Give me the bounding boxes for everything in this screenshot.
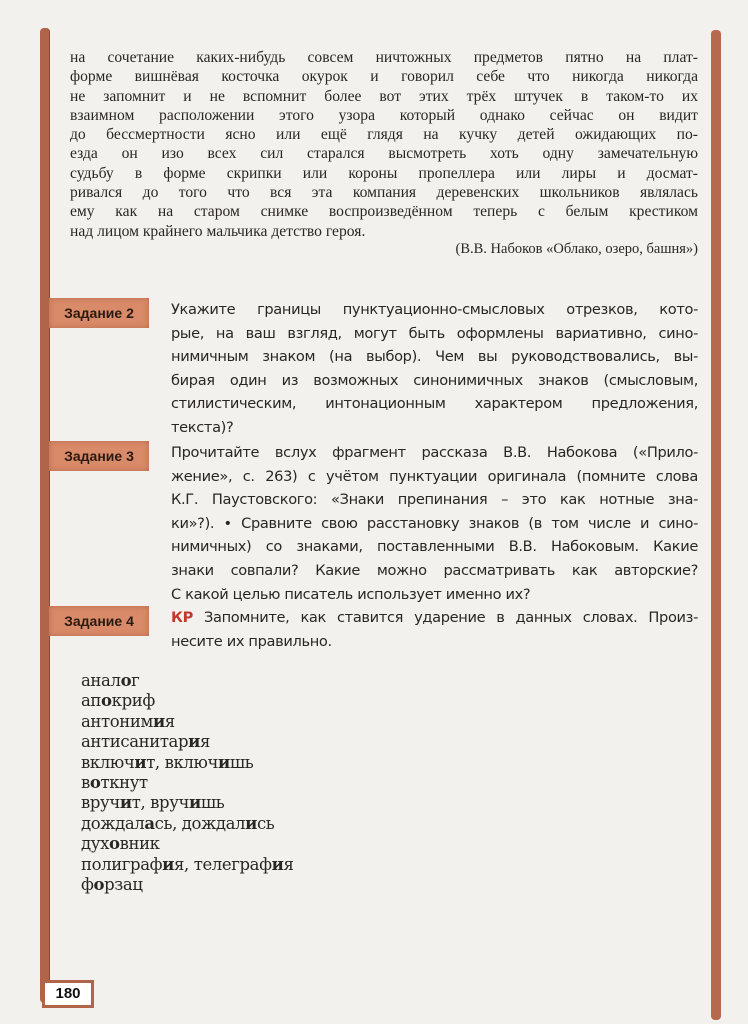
- line-text: судьбу в форме скрипки или короны пропеллера или лиры и досмат-: [70, 164, 698, 182]
- word-part: т, включ: [146, 752, 218, 772]
- stress-word: [81, 732, 293, 752]
- text-line: [171, 583, 698, 607]
- text-line: [171, 441, 698, 465]
- word-part: шь: [200, 793, 225, 813]
- line-text: на сочетание каких-нибудь совсем ничтожных предметов пятно на плат-: [70, 49, 698, 66]
- text-line: [171, 559, 698, 583]
- kr-badge: КР: [171, 609, 193, 626]
- line-text: жение», с. 263) с учётом пунктуации оригинала (помните слова: [171, 467, 698, 485]
- word-part: я, телеграф: [174, 854, 272, 874]
- stress-word: [81, 712, 293, 732]
- word-part: т, вруч: [131, 793, 190, 813]
- text-line: [171, 416, 698, 440]
- stressed-letter: и: [134, 752, 147, 772]
- stressed-letter: о: [101, 691, 112, 711]
- task-text: [171, 441, 698, 606]
- text-line: [171, 322, 698, 346]
- task-label: Задание 2: [49, 298, 149, 328]
- text-line: [171, 488, 698, 512]
- text-line: [171, 369, 698, 393]
- word-part: ап: [81, 691, 102, 711]
- stress-word: [81, 793, 293, 813]
- word-part: включ: [81, 752, 135, 772]
- page-frame-left: [40, 28, 49, 1003]
- text-line: [70, 87, 698, 106]
- word-part: я: [200, 732, 211, 752]
- word-part: криф: [111, 691, 155, 711]
- line-text: взаимном расположении этого узора который однако сейчас он видит: [70, 106, 698, 124]
- text-line: [171, 345, 698, 369]
- word-part: дух: [81, 834, 109, 854]
- line-text: ривался до того что вся эта компания деревенских школьников являлась: [70, 184, 698, 202]
- text-line: [171, 535, 698, 559]
- stress-word: [81, 691, 293, 711]
- word-part: антоним: [81, 711, 153, 731]
- line-text: до бессмертности ясно или ещё глядя на кучку детей ожидающих по-: [70, 126, 698, 144]
- stressed-letter: о: [89, 773, 101, 793]
- line-text: К.Г. Паустовского: «Знаки препинания – это как нотные зна-: [171, 491, 698, 509]
- stressed-letter: и: [189, 793, 201, 813]
- stress-word: [81, 834, 293, 854]
- line-text: текста)?: [171, 418, 234, 436]
- word-part: шь: [229, 752, 254, 772]
- text-line: [70, 164, 698, 183]
- line-text: ему как на старом снимке воспроизведённом теперь с белым крестиком: [70, 203, 698, 221]
- word-part: г: [131, 671, 140, 690]
- word-part: вник: [119, 834, 160, 854]
- stressed-letter: и: [119, 793, 132, 813]
- word-part: сь, дождал: [154, 813, 246, 833]
- line-text: ки»?). • Сравните свою расстановку знаков (в том числе и сино-: [171, 514, 698, 532]
- stressed-letter: а: [144, 813, 155, 833]
- text-line: [70, 202, 698, 221]
- stressed-letter: о: [108, 834, 120, 854]
- word-part: сь: [256, 813, 275, 833]
- word-part: ф: [81, 875, 94, 895]
- stress-word: [81, 855, 293, 875]
- line-text: над лицом крайнего мальчика детство героя.: [70, 222, 366, 240]
- word-part: антисанитар: [81, 732, 189, 752]
- line-text: рые, на ваш взгляд, могут быть оформлены вариативно, сино-: [171, 324, 698, 342]
- text-line: [171, 606, 698, 630]
- task-text: [171, 298, 698, 440]
- stress-word: [81, 773, 293, 793]
- stress-word: [81, 814, 293, 834]
- line-text: нимичным знаком (на выбор). Чем вы руководствовались, вы-: [171, 348, 698, 366]
- line-text: не запомнит и не вспомнит более вот этих трёх штучек в таком-то их: [70, 87, 698, 105]
- text-line: [70, 125, 698, 144]
- line-text: С какой целью писатель использует именно их?: [171, 585, 531, 603]
- stress-word-list: [81, 671, 293, 895]
- stressed-letter: о: [120, 671, 132, 690]
- line-text: несите их правильно.: [171, 632, 332, 650]
- line-text: Прочитайте вслух фрагмент рассказа В.В. Набокова («Прило-: [171, 444, 698, 461]
- text-line: [70, 48, 698, 67]
- page-frame-right: [711, 30, 721, 1020]
- nabokov-quote: [70, 48, 698, 259]
- text-line: [171, 512, 698, 536]
- word-part: я: [283, 854, 294, 874]
- text-line: [70, 183, 698, 202]
- line-text: Запомните, как ставится ударение в данных словах. Произ-: [203, 609, 699, 626]
- word-part: дождал: [81, 813, 145, 833]
- line-text: знаки совпали? Какие можно рассматривать как авторские?: [171, 561, 698, 579]
- word-part: я: [164, 711, 175, 731]
- stress-word: [81, 671, 293, 691]
- word-part: вруч: [81, 793, 120, 813]
- line-text: езда он изо всех сил старался высмотреть хоть одну замечательную: [70, 145, 698, 163]
- task-text: [171, 606, 698, 653]
- stressed-letter: и: [271, 854, 284, 874]
- stressed-letter: и: [162, 854, 175, 874]
- page-number: 180: [42, 980, 94, 1008]
- stress-word: [81, 875, 293, 895]
- line-text: Укажите границы пунктуационно-смысловых отрезков, кото-: [171, 301, 698, 318]
- stressed-letter: и: [245, 813, 257, 833]
- task-label: Задание 4: [49, 606, 149, 636]
- line-text: форме вишнёвая косточка окурок и говорил себе что никогда никогда: [70, 68, 698, 86]
- stress-word: [81, 753, 293, 773]
- stressed-letter: о: [93, 875, 105, 895]
- text-line: [70, 106, 698, 125]
- task-label: Задание 3: [49, 441, 149, 471]
- word-part: анал: [81, 671, 121, 690]
- line-text: нимичных) со знаками, поставленными В.В. Набоковым. Какие: [171, 538, 698, 556]
- text-line: [70, 144, 698, 163]
- word-part: в: [81, 773, 90, 793]
- text-line: [171, 465, 698, 489]
- stressed-letter: и: [217, 752, 230, 772]
- line-text: бирая один из возможных синонимичных знаков (смысловым,: [171, 371, 698, 389]
- line-text: стилистическим, интонационным характером предложения,: [171, 395, 698, 413]
- word-part: рзац: [104, 875, 143, 895]
- quote-attribution: (В.В. Набоков «Облако, озеро, башня»): [455, 240, 698, 257]
- stressed-letter: и: [152, 711, 165, 731]
- text-line: [171, 298, 698, 322]
- text-line: [70, 222, 698, 241]
- text-line: [70, 67, 698, 86]
- word-part: полиграф: [81, 854, 163, 874]
- text-line: [171, 630, 698, 654]
- text-line: [171, 392, 698, 416]
- word-part: ткнут: [100, 773, 148, 793]
- stressed-letter: и: [188, 732, 201, 752]
